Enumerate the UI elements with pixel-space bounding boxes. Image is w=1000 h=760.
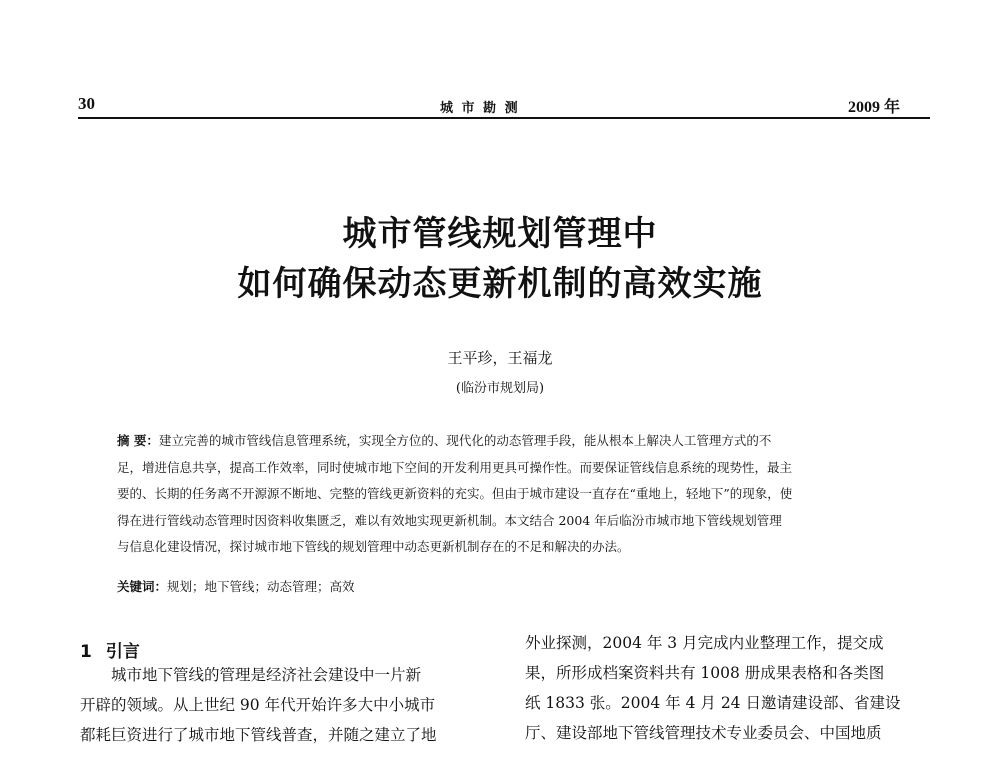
article-title-line-1: 城市管线规划管理中 [342, 214, 658, 254]
body-line: 城市地下管线的管理是经济社会建设中一片新 [80, 666, 422, 684]
body-line: 果，所形成档案资料共有 1008 册成果表格和各类图 [525, 664, 885, 682]
section-title: 引言 [105, 642, 140, 662]
abstract-line: 足，增进信息共享，提高工作效率，同时使城市地下空间的开发利用更具可操作性。而要保证管线信息系统的现势性，最主 [117, 459, 793, 475]
journal-name: 城 市 勘 测 [440, 101, 520, 116]
affiliation: (临汾市规划局) [455, 381, 545, 396]
abstract-line: 得在进行管线动态管理时因资料收集匮乏，难以有效地实现更新机制。本文结合 2004 年后临汾市城市地下管线规划管理 [117, 512, 782, 528]
body-line: 开辟的领域。从上世纪 90 年代开始许多大中小城市 [80, 696, 436, 714]
keywords-text: 规划；地下管线；动态管理；高效 [167, 579, 355, 594]
publication-year: 2009 年 [848, 99, 901, 116]
abstract-label: 摘 要： [117, 433, 159, 448]
section-heading [80, 637, 140, 662]
body-column-left [80, 660, 495, 750]
authors: 王平珍，王福龙 [447, 349, 553, 367]
body-column-right [525, 628, 930, 748]
header-rule [78, 117, 930, 119]
body-line: 外业探测，2004 年 3 月完成内业整理工作，提交成 [525, 634, 884, 652]
abstract-line: 与信息化建设情况，探讨城市地下管线的规划管理中动态更新机制存在的不足和解决的办法。 [117, 539, 630, 554]
body-line: 厅、建设部地下管线管理技术专业委员会、中国地质 [525, 724, 882, 742]
keywords [117, 577, 355, 595]
section-number: 1 [80, 642, 92, 662]
page-number: 30 [78, 94, 95, 113]
body-line: 都耗巨资进行了城市地下管线普查，并随之建立了地 [80, 726, 437, 744]
abstract [117, 428, 897, 561]
keywords-label: 关键词： [117, 579, 168, 594]
article-title-line-2: 如何确保动态更新机制的高效实施 [237, 264, 763, 304]
abstract-line [117, 428, 897, 455]
body-line: 纸 1833 张。2004 年 4 月 24 日邀请建设部、省建设 [525, 694, 901, 712]
abstract-line: 要的、长期的任务离不开源源不断地、完整的管线更新资料的充实。但由于城市建设一直存在“重地上，轻地下”的现象，使 [117, 486, 793, 501]
abstract-text: 建立完善的城市管线信息管理系统，实现全方位的、现代化的动态管理手段，能从根本上解决人工管理方式的不 [158, 433, 772, 448]
